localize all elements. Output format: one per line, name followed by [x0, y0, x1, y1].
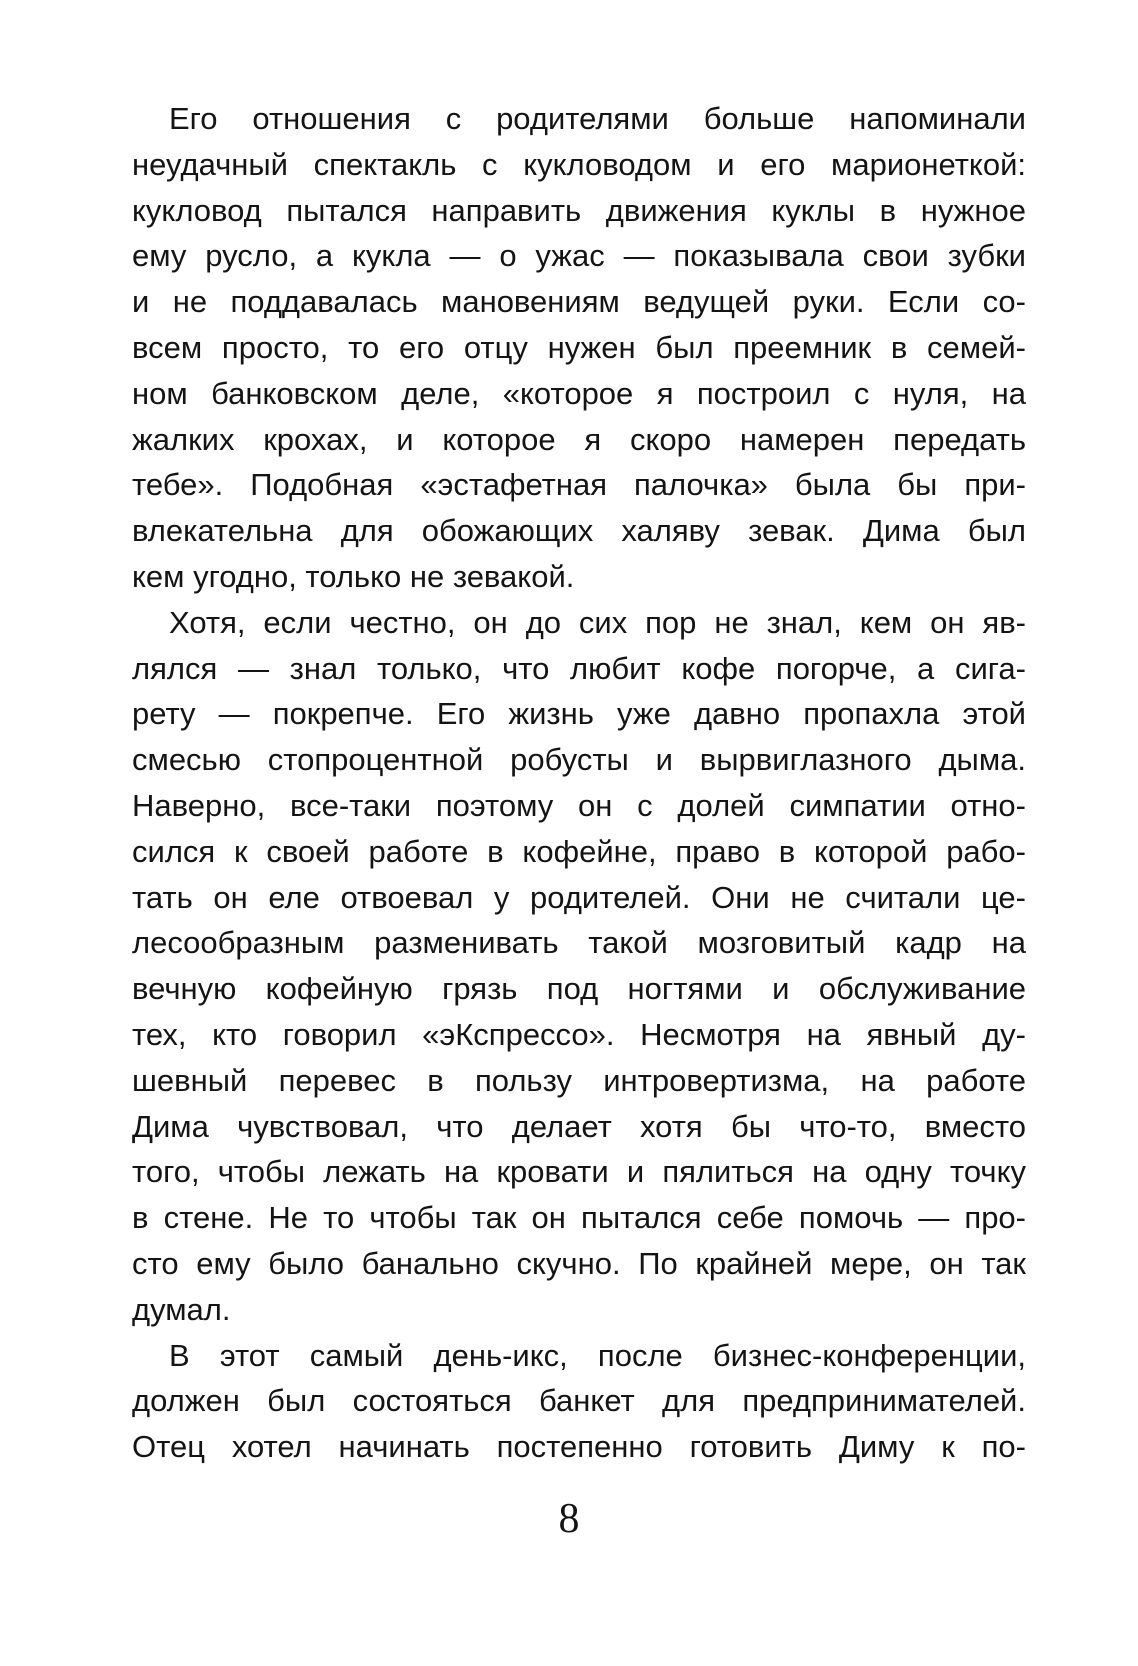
text-line: рету — покрепче. Его жизнь уже давно пропахла этой	[132, 696, 1026, 732]
text-line: смесью стопроцентной робусты и вырвиглазного дыма.	[132, 742, 1026, 778]
text-line: жалких крохах, и которое я скоро намерен передать	[132, 421, 1026, 457]
text-line: и не поддавалась мановениям ведущей руки. Если со-	[132, 284, 1026, 320]
text-line: кукловод пытался направить движения куклы в нужное	[132, 192, 1026, 228]
text-line: кем угодно, только не зевакой.	[132, 558, 575, 594]
text-line: неудачный спектакль с кукловодом и его марионеткой:	[132, 146, 1026, 182]
text-line: сился к своей работе в кофейне, право в которой рабо-	[132, 833, 1026, 869]
text-line: В этот самый день-икс, после бизнес-конференции,	[169, 1337, 1026, 1373]
text-line: лялся — знал только, что любит кофе погорче, а сига-	[132, 650, 1026, 686]
text-line: всем просто, то его отцу нужен был преемник в семей-	[132, 329, 1026, 365]
text-line: тебе». Подобная «эстафетная палочка» была бы при-	[132, 467, 1026, 503]
text-line: Наверно, все-таки поэтому он с долей симпатии отно-	[132, 787, 1026, 823]
text-line: вечную кофейную грязь под ногтями и обслуживание	[132, 971, 1026, 1007]
text-line: в стене. Не то чтобы так он пытался себе помочь — про-	[132, 1200, 1026, 1236]
text-line: должен был состояться банкет для предпринимателей.	[132, 1383, 1026, 1419]
text-line: Отец хотел начинать постепенно готовить Диму к по-	[132, 1429, 1026, 1465]
text-line: Его отношения с родителями больше напоминали	[169, 101, 1026, 136]
text-line: влекательна для обожающих халяву зевак. Дима был	[132, 513, 1026, 549]
text-line: того, чтобы лежать на кровати и пялиться на одну точку	[132, 1154, 1026, 1190]
text-line: Хотя, если честно, он до сих пор не знал, кем он яв-	[169, 604, 1026, 640]
text-line: сто ему было банально скучно. По крайней мере, он так	[132, 1245, 1026, 1281]
text-line: Дима чувствовал, что делает хотя бы что-то, вместо	[132, 1108, 1026, 1144]
text-line: тать он еле отвоевал у родителей. Они не считали це-	[132, 879, 1026, 915]
text-line: ном банковском деле, «которое я построил с нуля, на	[132, 375, 1026, 411]
page-number: 8	[558, 1496, 580, 1542]
text-line: лесообразным разменивать такой мозговитый кадр на	[132, 925, 1026, 961]
text-line: ему русло, а кукла — о ужас — показывала свои зубки	[132, 238, 1026, 274]
text-line: тех, кто говорил «эКспрессо». Несмотря на явный ду-	[132, 1016, 1026, 1052]
text-line: думал.	[132, 1291, 231, 1327]
body-text	[132, 96, 1026, 1470]
text-line: шевный перевес в пользу интровертизма, на работе	[132, 1062, 1026, 1098]
